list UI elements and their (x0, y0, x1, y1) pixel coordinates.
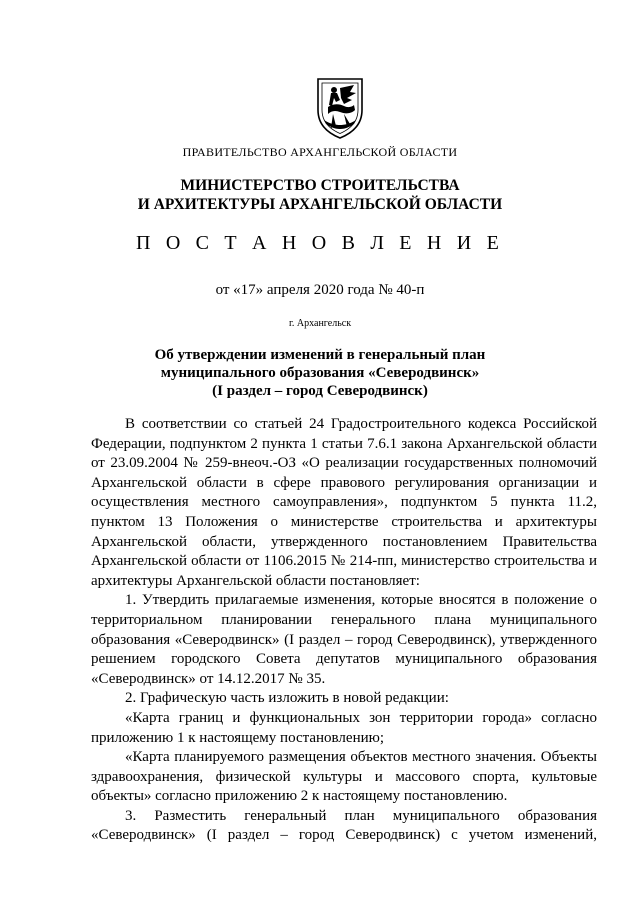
ministry-name-line-2: И АРХИТЕКТУРЫ АРХАНГЕЛЬСКОЙ ОБЛАСТИ (137, 196, 503, 213)
paragraph-annex-2: «Карта планируемого размещения объектов местного значения. Объекты здравоохранения, физической культуры и массового спорта, культовые объекты» согласно приложению 2 к настоящему постановлению. (91, 749, 597, 805)
subject-line-3: (I раздел – город Северодвинск) (212, 383, 428, 399)
coat-of-arms-icon (314, 76, 366, 140)
government-name: ПРАВИТЕЛЬСТВО АРХАНГЕЛЬСКОЙ ОБЛАСТИ (182, 145, 458, 159)
paragraph-item-2: 2. Графическую часть изложить в новой редакции: (125, 690, 449, 707)
document-subject (60, 346, 580, 400)
paragraph-item-1: 1. Утвердить прилагаемые изменения, которые вносятся в положение о территориальном планировании генерального плана муниципального образования «Северодвинск» (I раздел – город Северодвинск), утвержденного решением городского Совета депутатов муниципального образования «Северодвинск» от 14.12.2017 № 35. (91, 592, 597, 687)
document-body (91, 415, 597, 846)
ministry-name-line-1: МИНИСТЕРСТВО СТРОИТЕЛЬСТВА (180, 177, 460, 194)
ministry-name (60, 176, 580, 214)
subject-line-2: муниципального образования «Северодвинск» (160, 365, 480, 381)
paragraph-annex-1: «Карта границ и функциональных зон территории города» согласно приложению 1 к настоящему постановлению; (91, 709, 597, 746)
city: г. Архангельск (288, 318, 352, 329)
subject-line-1: Об утверждении изменений в генеральный план (154, 347, 486, 363)
date-and-number: от «17» апреля 2020 года № 40-п (215, 282, 425, 298)
paragraph-item-3: 3. Разместить генеральный план муниципального образования «Северодвинск» (I раздел – город Северодвинск) с учетом изменений, (91, 807, 597, 844)
paragraph-preamble: В соответствии со статьей 24 Градостроительного кодекса Российской Федерации, подпунктом 2 пункта 1 статьи 7.6.1 закона Архангельской области от 23.09.2004 № 259-внеоч.-ОЗ «О реализации государственных полномочий Архангельской области в сфере правового регулирования организации и осуществления местного самоуправления», подпунктом 5 пункта 11.2, пунктом 13 Положения о министерстве строительства и архитектуры Архангельской области, утвержденного постановлением Правительства Архангельской области от 1106.2015 № 214-пп, министерство строительства и архитектуры Архангельской области постановляет: (91, 416, 597, 589)
document-type: П О С Т А Н О В Л Е Н И Е (136, 232, 504, 254)
